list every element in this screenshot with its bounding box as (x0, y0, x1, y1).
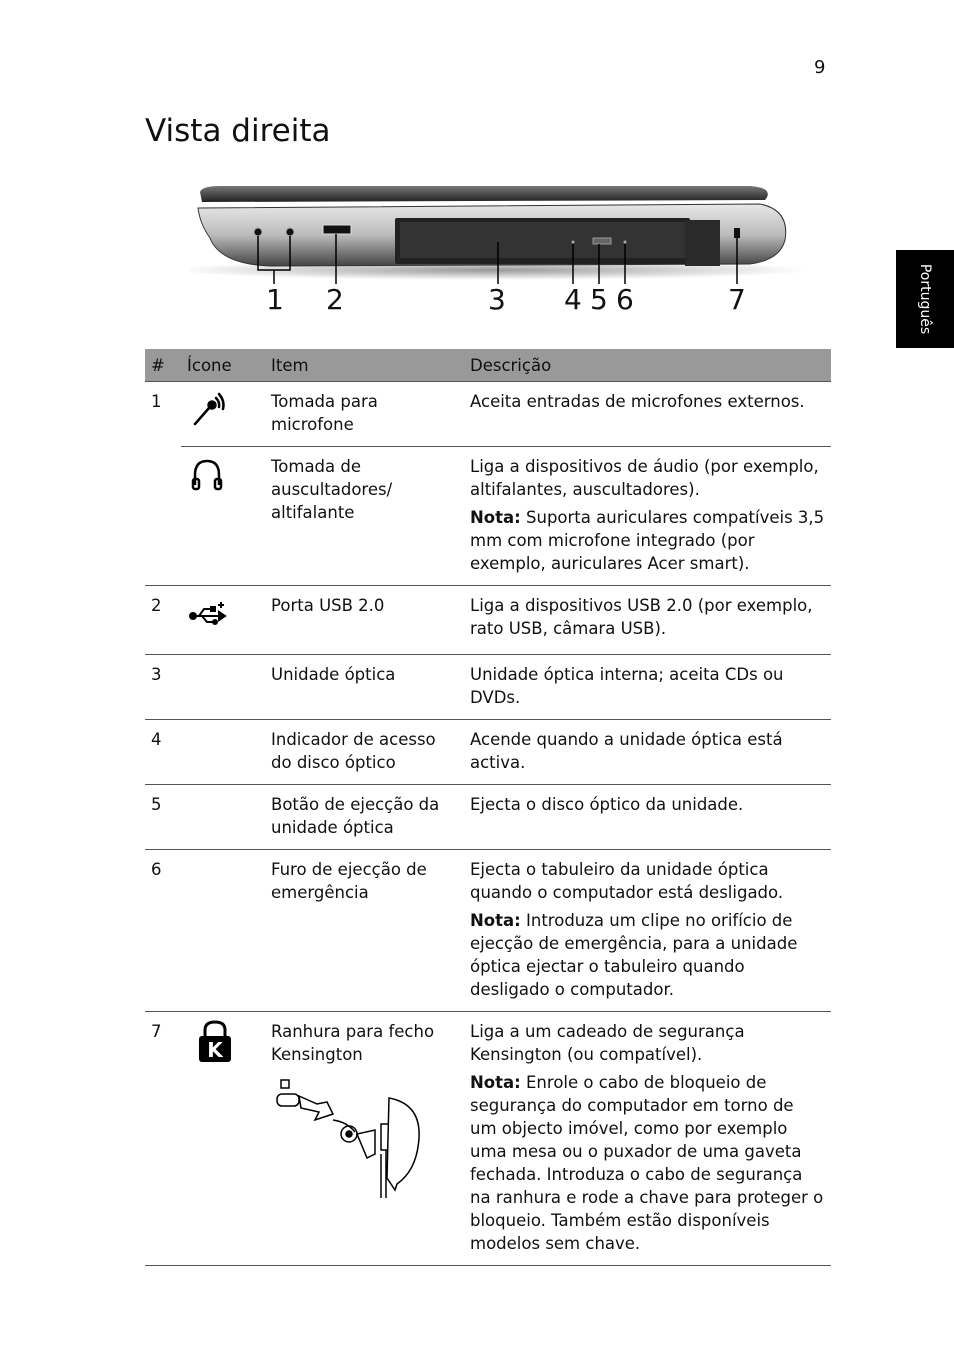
row-number: 5 (145, 785, 181, 850)
row-description: Acende quando a unidade óptica está activa. (464, 720, 831, 785)
row-description: Liga a dispositivos USB 2.0 (por exemplo, rato USB, câmara USB). (464, 586, 831, 655)
row-item: Ranhura para fecho Kensington (271, 1022, 435, 1064)
row-description: Aceita entradas de microfones externos. (464, 382, 831, 447)
callout-3: 3 (488, 283, 506, 316)
table-row (145, 850, 831, 1012)
row-description: Unidade óptica interna; aceita CDs ou DVDs. (464, 655, 831, 720)
row-number: 7 (145, 1012, 181, 1266)
row-number: 1 (145, 382, 181, 447)
row-item: Unidade óptica (265, 655, 464, 720)
header-item: Item (265, 349, 464, 382)
callout-5: 5 (590, 283, 608, 316)
language-tab (896, 250, 954, 348)
row-item: Porta USB 2.0 (265, 586, 464, 655)
row-item: Botão de ejecção da unidade óptica (265, 785, 464, 850)
usb-icon (181, 586, 265, 655)
header-num: # (145, 349, 181, 382)
note-label: Nota: (470, 508, 521, 527)
row-description: Liga a um cadeado de segurança Kensington (ou compatível). Nota: Enrole o cabo de bloqueio de segurança do computador em torno de um objecto imóvel, como por exemplo uma mesa ou o puxador de uma gaveta fechada. Introduza o cabo de segurança na ranhura e rode a chave para proteger o bloqueio. Também estão disponíveis modelos sem chave. (464, 1012, 831, 1266)
row-item: Tomada para microfone (265, 382, 464, 447)
svg-text:K: K (207, 1038, 223, 1062)
microphone-icon (181, 382, 265, 447)
note-label: Nota: (470, 1073, 521, 1092)
callout-4: 4 (564, 283, 582, 316)
row-description: Ejecta o tabuleiro da unidade óptica quando o computador está desligado. Nota: Introduza um clipe no orifício de ejecção de emergência, para a unidade óptica ejectar o tabuleiro quando desligado o computador. (464, 850, 831, 1012)
row-item: Indicador de acesso do disco óptico (265, 720, 464, 785)
row-number: 4 (145, 720, 181, 785)
row-number (145, 447, 181, 586)
page-title: Vista direita (145, 113, 331, 149)
kensington-lock-icon (181, 1012, 265, 1266)
table-row (145, 1012, 831, 1266)
callout-1: 1 (266, 283, 284, 316)
language-tab-label: Português (917, 263, 933, 335)
table-header-row (145, 349, 831, 382)
row-description: Liga a dispositivos de áudio (por exemplo, altifalantes, auscultadores). Nota: Suporta auriculares compatíveis 3,5 mm com microfone integrado (por exemplo, auriculares Acer smart). (464, 447, 831, 586)
row-item: Furo de ejecção de emergência (265, 850, 464, 1012)
callout-7: 7 (728, 283, 746, 316)
row-description: Ejecta o disco óptico da unidade. (464, 785, 831, 850)
callout-6: 6 (616, 283, 634, 316)
note-label: Nota: (470, 911, 521, 930)
header-description: Descrição (464, 349, 831, 382)
page-number: 9 (814, 57, 826, 78)
header-icon: Ícone (181, 349, 265, 382)
row-number: 2 (145, 586, 181, 655)
table-row (145, 655, 831, 720)
row-number: 6 (145, 850, 181, 1012)
table-row (145, 785, 831, 850)
row-number: 3 (145, 655, 181, 720)
ports-table (145, 349, 831, 1266)
lock-cable-illustration (271, 1074, 441, 1199)
callout-2: 2 (326, 283, 344, 316)
table-row (145, 586, 831, 655)
table-row (145, 382, 831, 447)
row-item: Tomada de auscultadores/ altifalante (265, 447, 464, 586)
table-row (145, 720, 831, 785)
table-row (145, 447, 831, 586)
headphones-icon (181, 447, 265, 586)
